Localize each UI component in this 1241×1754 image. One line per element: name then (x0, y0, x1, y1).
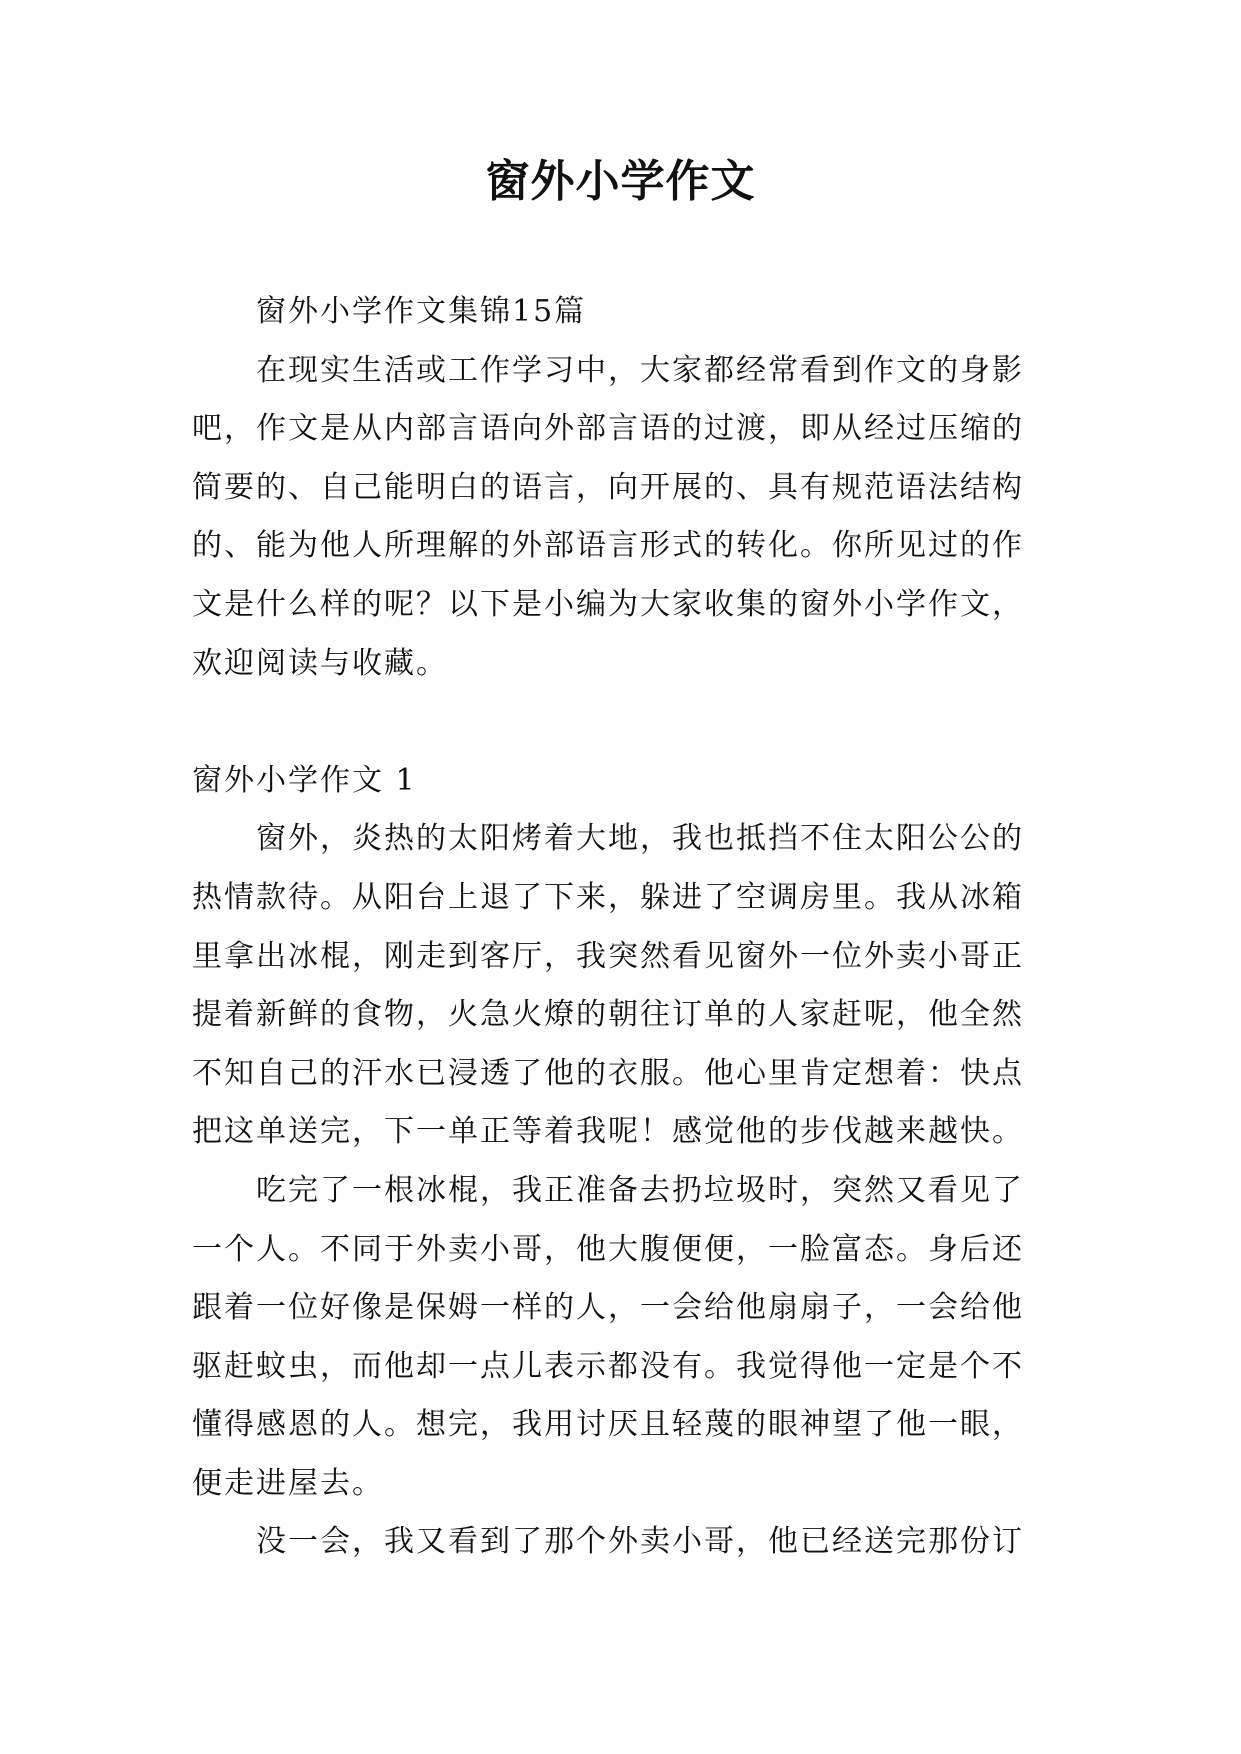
paragraph-line: 没一会，我又看到了那个外卖小哥，他已经送完那份订 (256, 1524, 1024, 1560)
paragraph-line: 提着新鲜的食物，火急火燎的朝往订单的人家赶呢，他全然 (192, 997, 1024, 1033)
paragraph-line: 一个人。不同于外卖小哥，他大腹便便，一脸富态。身后还 (192, 1231, 1024, 1267)
section-heading: 窗外小学作文 1 (192, 762, 417, 798)
paragraph-line: 里拿出冰棍，刚走到客厅，我突然看见窗外一位外卖小哥正 (192, 938, 1024, 974)
intro-paragraph (192, 342, 1072, 694)
paragraph-line: 简要的、自己能明白的语言，向开展的、具有规范语法结构 (192, 469, 1024, 505)
paragraph-line: 欢迎阅读与收藏。 (192, 645, 448, 681)
paragraph-line: 文是什么样的呢？以下是小编为大家收集的窗外小学作文， (192, 586, 1024, 622)
paragraph-line: 驱赶蚊虫，而他却一点儿表示都没有。我觉得他一定是个不 (192, 1348, 1024, 1384)
paragraph-line: 热情款待。从阳台上退了下来，躲进了空调房里。我从冰箱 (192, 879, 1024, 915)
document-body (192, 283, 1072, 1572)
paragraph-line: 把这单送完，下一单正等着我呢！感觉他的步伐越来越快。 (192, 1114, 1024, 1150)
essay-paragraph-2 (192, 1162, 1072, 1514)
paragraph-line: 的、能为他人所理解的外部语言形式的转化。你所见过的作 (192, 528, 1024, 564)
document-subtitle: 窗外小学作文集锦15篇 (256, 294, 587, 329)
paragraph-line: 懂得感恩的人。想完，我用讨厌且轻蔑的眼神望了他一眼， (192, 1407, 1024, 1443)
paragraph-line: 吧，作文是从内部言语向外部言语的过渡，即从经过压缩的 (192, 411, 1024, 447)
paragraph-line: 在现实生活或工作学习中，大家都经常看到作文的身影 (256, 352, 1024, 388)
paragraph-line: 吃完了一根冰棍，我正准备去扔垃圾时，突然又看见了 (256, 1172, 1024, 1208)
paragraph-line: 不知自己的汗水已浸透了他的衣服。他心里肯定想着：快点 (192, 1055, 1024, 1091)
page-title: 窗外小学作文 (485, 156, 756, 207)
blank-line (192, 693, 1072, 752)
paragraph-line: 便走进屋去。 (192, 1465, 384, 1501)
essay-paragraph-1 (192, 810, 1072, 1162)
paragraph-line: 窗外，炎热的太阳烤着大地，我也抵挡不住太阳公公的 (256, 821, 1024, 857)
essay-paragraph-3 (192, 1513, 1072, 1572)
paragraph-line: 跟着一位好像是保姆一样的人，一会给他扇扇子，一会给他 (192, 1290, 1024, 1326)
